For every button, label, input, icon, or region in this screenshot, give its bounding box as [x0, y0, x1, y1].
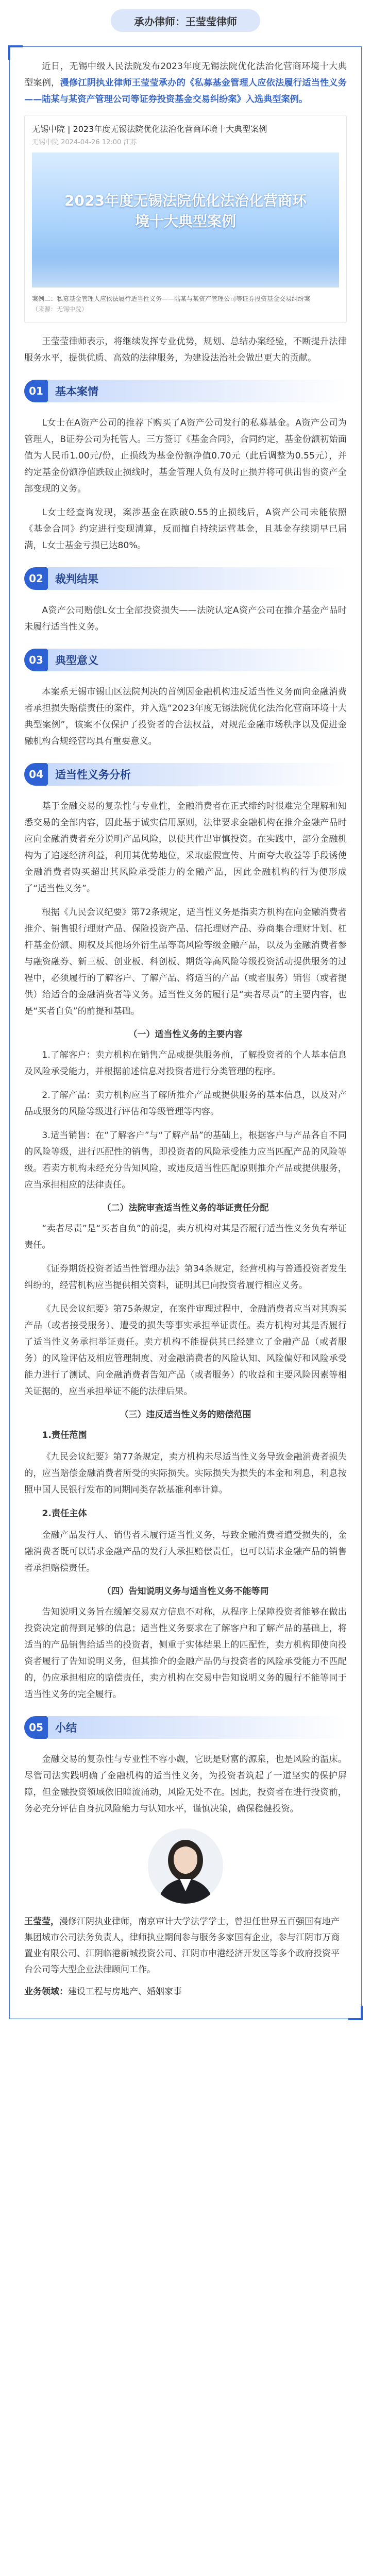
analysis-paragraph: 2.了解产品：卖方机构应当了解所推介产品或提供服务的基本信息，以及对产品或服务的风险等级进行评估和等级管理等内容。 [24, 1090, 347, 1117]
frame-corner-decoration [348, 2006, 363, 2020]
embedded-article-card[interactable] [24, 115, 347, 323]
summary-paragraph: 金融交易的复杂性与专业性不容小觑，它既是财富的源泉，也是风险的温床。尽管司法实践明确了金融机构的适当性义务，为投资者筑起了一道坚实的保护屏障，但金融投资领域依旧暗流涌动，风险无处不在。因此，投资者在进行投资前，务必充分评估自身抗风险能力与认知水平，谨慎决策，确保稳健投资。 [24, 1754, 347, 1814]
analysis-paragraph: 1.了解客户：卖方机构在销售产品或提供服务前，了解投资者的个人基本信息及风险承受能力，并根据前述信息对投资者进行分类管理的程序。 [24, 1050, 347, 1077]
analysis-paragraph: 《九民会议纪要》第77条规定，卖方机构未尽适当性义务导致金融消费者损失的，应当赔偿金融消费者所受的实际损失。实际损失为损失的本金和利息，利息按照中国人民银行发布的同期同类存款基准利率计算。 [24, 1452, 347, 1495]
section-number: 02 [24, 567, 48, 590]
analysis-subheading: （二）法院审查适当性义务的举证责任分配 [102, 1203, 269, 1213]
section-header-basic-facts [24, 380, 347, 402]
section-title: 裁判结果 [48, 567, 347, 590]
card-meta: 无锡中院 2024-04-26 12:00 江苏 [32, 139, 137, 146]
card-source-title: 无锡中院 | 2023年度无锡法院优化法治化营商环境十大典型案例 [32, 124, 267, 134]
analysis-paragraph: “卖者尽责”是“买者自负”的前提，卖方机构对其是否履行适当性义务负有举证责任。 [24, 1224, 347, 1250]
card-banner-image [32, 152, 339, 287]
significance-paragraph: 本案系无锡市锡山区法院判决的首例因金融机构违反适当性义务而向金融消费者承担损失赔偿责任的案件，并入选“2023年度无锡法院优化法治化营商环境十大典型案例”，该案不仅保护了投资者的合法权益，对规范金融市场秩序以及促进金融机构合规经营均具有重要意义。 [24, 687, 347, 747]
analysis-paragraph: 基于金融交易的复杂性与专业性，金融消费者在正式缔约时很难完全理解和知悉交易的全部内容，因此基于诚实信用原则，法律要求金融机构在推介金融产品时应向金融消费者充分说明产品风险，以使其作出审慎投资。在实践中，部分金融机构为了追逐经济利益，利用其优势地位，采取虚假宣传、片面夸大收益等手段诱使金融消费者购买超出其风险承受能力的金融产品，因此金融机构的行为便形成了“适当性义务”。 [24, 801, 347, 894]
lawyer-tag: 承办律师：王莹莹律师 [111, 9, 260, 32]
section-number: 01 [24, 380, 48, 402]
section-header-analysis [24, 763, 347, 786]
analysis-subheading: （四）告知说明义务与适当性义务不能等同 [102, 1586, 269, 1597]
card-body-note: （来源：无锡中院） [32, 306, 88, 313]
lawyer-practice-area: 业务领域：建设工程与房地产、婚姻家事 [24, 1987, 182, 1997]
frame-corner-decoration [8, 45, 23, 60]
lawyer-bio: 王莹莹，漫修江阴执业律师，南京审计大学法学学士，曾担任世界五百强国有地产集团城市公司法务负责人，律师执业期间参与服务多家国有企业，参与江阴市万商置业有限公司、江阴临港新城投资公司、江阴市申港经济开发区等多个政府投资平台公司等大型企业法律顾问工作。 [24, 1917, 340, 1975]
intro-paragraph-2: 王莹莹律师表示，将继续发挥专业优势，规划、总结办案经验，不断提升法律服务水平，提供优质、高效的法律服务，为建设法治社会做出更大的贡献。 [24, 336, 347, 363]
section-number: 04 [24, 763, 48, 786]
intro-highlight: 漫修江阴执业律师王莹莹承办的《私募基金管理人应依法履行适当性义务——陆某与某资产管理公司等证券投资基金交易纠纷案》入选典型案例。 [24, 78, 347, 105]
lawyer-portrait-image [148, 1828, 223, 1904]
analysis-paragraph: 金融产品发行人、销售者未履行适当性义务，导致金融消费者遭受损失的，金融消费者既可以请求金融产品的发行人承担赔偿责任，也可以请求金融产品的销售者承担赔偿责任。 [24, 1530, 347, 1573]
card-body [32, 294, 339, 314]
analysis-point-heading: 1.责任范围 [42, 1430, 87, 1440]
analysis-subheading: （一）适当性义务的主要内容 [128, 1029, 243, 1040]
section-header-significance [24, 649, 347, 671]
analysis-point-heading: 2.责任主体 [42, 1509, 87, 1519]
section-title: 小结 [48, 1716, 347, 1739]
analysis-paragraph: 《证券期货投资者适当性管理办法》第34条规定，经营机构与普通投资者发生纠纷的，经营机构应当提供相关资料，证明其已向投资者履行相应义务。 [24, 1264, 347, 1291]
section-title: 典型意义 [48, 649, 347, 671]
analysis-subheading: （三）违反适当性义务的赔偿范围 [120, 1410, 251, 1420]
section-header-summary [24, 1716, 347, 1739]
facts-paragraph: L女士在A资产公司的推荐下购买了A资产公司发行的私募基金。A资产公司为管理人，B证券公司为托管人。三方签订《基金合同》，合同约定，基金份额初始面值为人民币1.00元/份，止损线为基金份额净值0.70元（此后调整为0.55元），并约定基金份额净值跌破止损线时，基金管理人负有及时止损并将可供出售的资产全部变现的义务。 [24, 418, 347, 494]
analysis-paragraph: 告知说明义务旨在缓解交易双方信息不对称，从程序上保障投资者能够在做出投资决定前得到足够的信息；适当性义务要求在了解客户和了解产品的基础上，将适当的产品销售给适当的投资者，侧重于实体结果上的匹配性，卖方机构即使向投资者履行了告知说明义务，但其推介的金融产品仍与投资者的风险承受能力不匹配的，仍应承担相应的赔偿责任，卖方机构在交易中告知说明义务的履行不能等同于适当性义务的完全履行。 [24, 1607, 347, 1700]
analysis-paragraph: 《九民会议纪要》第75条规定，在案件审理过程中，金融消费者应当对其购买产品（或者接受服务）、遭受的损失等事实承担举证责任。卖方机构对其是否履行了适当性义务承担举证责任。卖方机构不能提供其已经建立了金融产品（或者服务）的风险评估及相应管理制度、对金融消费者的风险认知、风险偏好和风险承受能力进行了测试、向金融消费者告知产品（或者服务）的收益和主要风险因素等相关证据的，应当承担举证不能的法律后果。 [24, 1304, 347, 1397]
judgment-paragraph: A资产公司赔偿L女士全部投资损失——法院认定A资产公司在推介基金产品时未履行适当性义务。 [24, 605, 347, 632]
card-body-title: 案例二：私募基金管理人应依法履行适当性义务——陆某与某资产管理公司等证券投资基金交易纠纷案 [32, 295, 311, 302]
section-header-judgment [24, 567, 347, 590]
section-number: 05 [24, 1716, 48, 1739]
intro-paragraph: 近日，无锡中级人民法院发布2023年度无锡法院优化法治化营商环境十大典型案例，漫修江阴执业律师王莹莹承办的《私募基金管理人应依法履行适当性义务——陆某与某资产管理公司等证券投资基金交易纠纷案》入选典型案例。 [24, 61, 347, 105]
article-frame [9, 46, 362, 2019]
banner-title: 2023年度无锡法院优化法治化营商环境十大典型案例 [64, 192, 307, 230]
analysis-paragraph: 3.适当销售：在“了解客户”与“了解产品”的基础上，根据客户与产品各自不同的风险等级，进行匹配性的销售，即投资者的风险承受能力应当匹配产品的风险等级。若卖方机构未经充分告知风险，或违反适当性匹配原则推介产品或提供服务，应当承担相应的法律责任。 [24, 1130, 347, 1190]
section-number: 03 [24, 649, 48, 671]
facts-paragraph: L女士经查询发现，案涉基金在跌破0.55的止损线后，A资产公司未能依照《基金合同》约定进行变现清算，反而擅自持续运营基金，且基金存续期早已届满，L女士基金亏损已达80%。 [24, 507, 347, 551]
section-title: 基本案情 [48, 380, 347, 402]
banner-wave-decoration [32, 257, 339, 287]
section-title: 适当性义务分析 [48, 763, 347, 786]
portrait-illustration [148, 1828, 223, 1904]
analysis-paragraph: 根据《九民会议纪要》第72条规定，适当性义务是指卖方机构在向金融消费者推介、销售银行理财产品、保险投资产品、信托理财产品、券商集合理财计划、杠杆基金份额、期权及其他场外衍生品等高风险等级金融产品，以及为金融消费者参与融资融券、新三板、创业板、科创板、期货等高风险等级投资活动提供服务的过程中，必须履行的了解客户、了解产品、将适当的产品（或者服务）销售（或者提供）给适合的金融消费者等义务。适当性义务的履行是“卖者尽责”的主要内容，也是“买者自负”的前提和基础。 [24, 907, 347, 1016]
